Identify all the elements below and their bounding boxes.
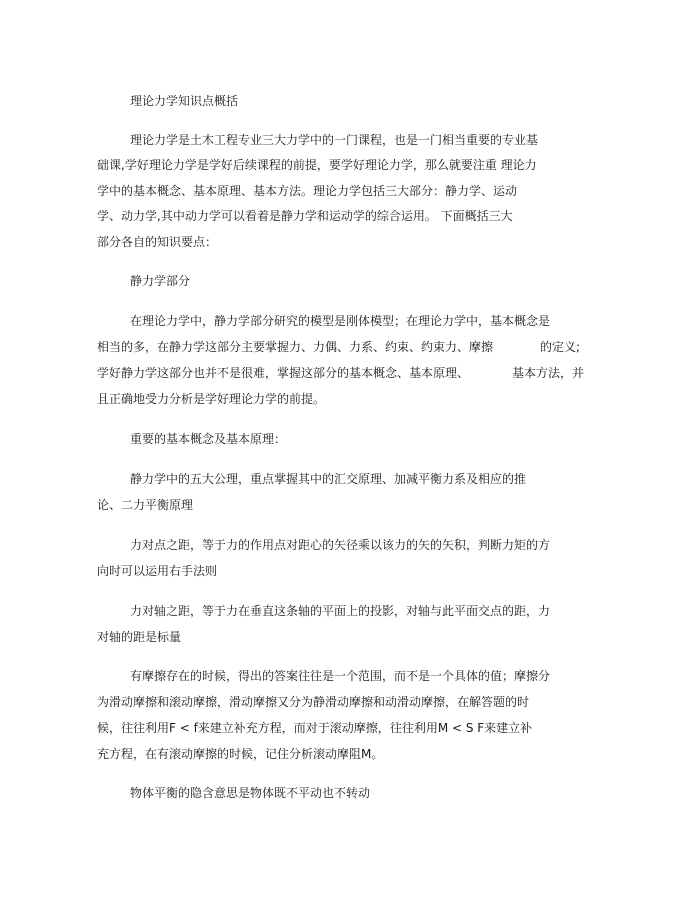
axioms-line-2: 论、二力平衡原理: [97, 498, 194, 512]
statics-line-3b: 基本方法，并: [512, 366, 585, 380]
statics-line-2a: 相当的多，在静力学这部分主要掌握力、力偶、力系、约束、约束力、摩擦: [97, 340, 494, 354]
statics-line-2b: 的定义;: [540, 340, 581, 354]
equilibrium-line: 物体平衡的隐含意思是物体既不平动也不转动: [130, 786, 371, 800]
friction-line-4: 充方程，在有滚动摩擦的时候，记住分析滚动摩阻M。: [97, 747, 384, 761]
axioms-line-1: 静力学中的五大公理，重点掌握其中的汇交原理、加减平衡力系及相应的推: [130, 472, 527, 486]
statics-line-4: 且正确地受力分析是学好理论力学的前提。: [97, 392, 326, 406]
moment-axis-line-1: 力对轴之距，等于力在垂直这条轴的平面上的投影，对轴与此平面交点的距，力: [130, 604, 551, 618]
friction-line-2: 为滑动摩擦和滚动摩擦，滑动摩擦又分为静滑动摩擦和动滑动摩擦，在解答题的时: [97, 695, 530, 709]
friction-line-3: 候，往往利用F < f来建立补充方程，而对于滚动摩擦，往往利用M < S F来建立补: [97, 721, 533, 735]
intro-line-3: 学中的基本概念、基本原理、基本方法。理论力学包括三大部分：静力学、运动: [97, 184, 518, 198]
friction-line-1: 有摩擦存在的时候，得出的答案往往是一个范围，而不是一个具体的值；摩擦分: [130, 669, 551, 683]
statics-heading: 静力学部分: [130, 274, 191, 288]
moment-axis-line-2: 对轴的距是标量: [97, 630, 182, 644]
intro-line-4: 学、动力学,其中动力学可以看着是静力学和运动学的综合运用。 下面概括三大: [97, 209, 513, 223]
intro-line-5: 部分各自的知识要点：: [97, 235, 218, 249]
intro-line-2: 础课,学好理论力学是学好后续课程的前提，要学好理论力学，那么就要注重 理论力: [97, 158, 537, 172]
concepts-heading: 重要的基本概念及基本原理：: [130, 432, 287, 446]
moment-point-line-2: 向时可以运用右手法则: [97, 564, 218, 578]
moment-point-line-1: 力对点之距，等于力的作用点对距心的矢径乘以该力的矢的矢积，判断力矩的方: [130, 538, 551, 552]
statics-line-1: 在理论力学中，静力学部分研究的模型是刚体模型；在理论力学中，基本概念是: [130, 314, 551, 328]
intro-line-1: 理论力学是土木工程专业三大力学中的一门课程，也是一门相当重要的专业基: [130, 133, 539, 147]
statics-line-3a: 学好静力学这部分也并不是很难，掌握这部分的基本概念、基本原理、: [97, 366, 470, 380]
document-title: 理论力学知识点概括: [130, 94, 239, 108]
